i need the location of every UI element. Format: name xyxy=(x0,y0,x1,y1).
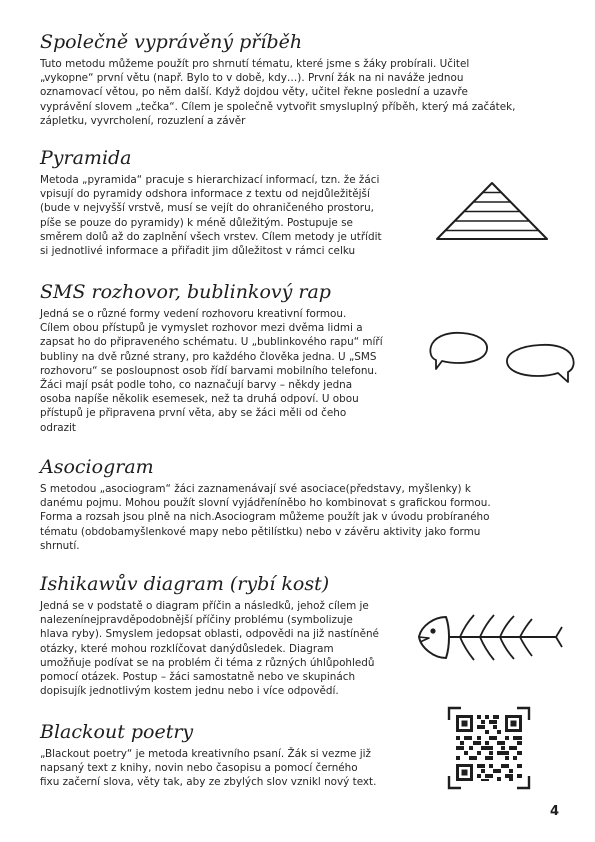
page-number: 4 xyxy=(549,804,559,819)
text-line: S metodou „asociogram“ žáci zaznamenávají své asociace(představy, myšlenky) k xyxy=(40,483,471,495)
text-line: oznamovací větou, po něm další. Když dojdou věty, učitel řekne poslední a uzavře xyxy=(40,86,468,99)
text-line: shrnutí. xyxy=(40,539,80,552)
text-line: osoba napíše několik esemesek, než ta druhá odpoví. U obou xyxy=(40,393,359,406)
section-title: Pyramida xyxy=(40,147,132,169)
section-title: Společně vyprávěný příběh xyxy=(40,31,303,53)
text-line: Cílem obou přístupů je vymyslet rozhovor mezi dvěma lidmi a xyxy=(40,322,363,335)
section-body xyxy=(40,482,555,553)
qr-code[interactable] xyxy=(447,706,531,790)
section-title: Ishikawův diagram (rybí kost) xyxy=(40,573,330,595)
text-line: píše se pouze do pyramidy) k méně důležitým. Postupuje se xyxy=(40,216,353,229)
section-ishikawuv-diagram xyxy=(40,572,420,698)
text-line: dopisujík jednotlivým kostem jednu nebo i více odpovědí. xyxy=(40,685,339,698)
text-line: pomocí otázek. Postup – žáci samostatně nebo ve skupinách xyxy=(40,671,356,684)
text-line: zápletku, vyvrcholení, rozuzlení a závěr xyxy=(40,114,246,127)
speech-bubbles-illustration xyxy=(428,330,576,392)
text-line: rozhovoru“ se posloupnost osob řídí barvami mobilního telefonu. xyxy=(40,364,378,377)
section-body xyxy=(40,57,560,128)
text-line: napsaný text z knihy, novin nebo časopisu a pomocí černého xyxy=(40,762,358,775)
text-line: Jedná se v podstatě o diagram příčin a následků, jehož cílem je xyxy=(40,600,369,612)
section-body xyxy=(40,173,408,258)
fishbone-illustration xyxy=(416,606,566,666)
text-line: nalezenínejpravděpodobnější příčiny problému (symbolizuje xyxy=(40,614,353,627)
section-spolecne-vypraveny-pribeh xyxy=(40,30,560,128)
section-body xyxy=(40,599,420,698)
text-line: fixu začerní slova, věty tak, aby ze zbylých slov vznikl nový text. xyxy=(40,776,377,789)
text-line: otázky, které mohou rozklíčovat danýdůsledek. Diagram xyxy=(40,642,334,655)
section-title: Asociogram xyxy=(40,456,154,478)
text-line: Forma a rozsah jsou plně na nich.Asociogram můžeme použít jak v úvodu probíraného xyxy=(40,511,490,524)
text-line: přístupů je připravena první věta, aby se žáci měli od čeho xyxy=(40,407,347,420)
section-title: SMS rozhovor, bublinkový rap xyxy=(40,281,331,303)
section-pyramida xyxy=(40,146,408,258)
section-blackout-poetry xyxy=(40,720,420,790)
text-line: Jedná se o různé formy vedení rozhovoru kreativní formou. xyxy=(40,308,347,320)
text-line: (bude v nejvyšší vrstvě, musí se vejít do ohraničeného prostoru, xyxy=(40,202,374,215)
section-body xyxy=(40,307,430,435)
text-line: Žáci mají psát podle toho, co naznačují barvy – někdy jedna xyxy=(40,379,353,392)
text-line: hlava ryby). Smyslem jedopsat oblasti, odpovědi na již nastíněné xyxy=(40,628,379,641)
text-line: si jednotlivé informace a přiřadit jim důležitost v rámci celku xyxy=(40,245,356,258)
text-line: tématu (obdobamyšlenkové mapy nebo pětilístku) nebo v závěru aktivity jako formu xyxy=(40,525,481,538)
section-sms-rozhovor xyxy=(40,280,430,435)
text-line: vyprávění slovem „tečka“. Cílem je společně vytvořit smysluplný příběh, který má začátek, xyxy=(40,100,516,113)
text-line: Metoda „pyramida“ pracuje s hierarchizací informací, tzn. že žáci xyxy=(40,174,380,186)
text-line: zapsat ho do připraveného schématu. U „bublinkového rapu“ míří xyxy=(40,336,383,349)
text-line: „vykopne“ první větu (např. Bylo to v době, kdy…). První žák na ni naváže jednou xyxy=(40,72,464,85)
text-line: „Blackout poetry“ je metoda kreativního psaní. Žák si vezme již xyxy=(40,748,371,760)
text-line: bubliny na dvě různé strany, pro každého člověka jedna. U „SMS xyxy=(40,350,377,363)
text-line: danému pojmu. Mohou použít slovní vyjádřeníněbo ho kombinovat s grafickou formou. xyxy=(40,497,491,510)
text-line: směrem dolů až do zaplnění všech vrstev. Cílem metody je utřídit xyxy=(40,230,382,243)
section-body xyxy=(40,747,420,790)
pyramid-illustration xyxy=(434,180,550,242)
section-asociogram xyxy=(40,455,555,553)
section-title: Blackout poetry xyxy=(40,721,194,743)
text-line: Tuto metodu můžeme použít pro shrnutí tématu, které jsme s žáky probírali. Učitel xyxy=(40,58,470,70)
text-line: odrazit xyxy=(40,421,77,434)
text-line: vpisují do pyramidy odshora informace z textu od nejdůležitější xyxy=(40,188,370,201)
text-line: umožňuje podívat se na problém či téma z různých úhlůpohledů xyxy=(40,656,375,669)
